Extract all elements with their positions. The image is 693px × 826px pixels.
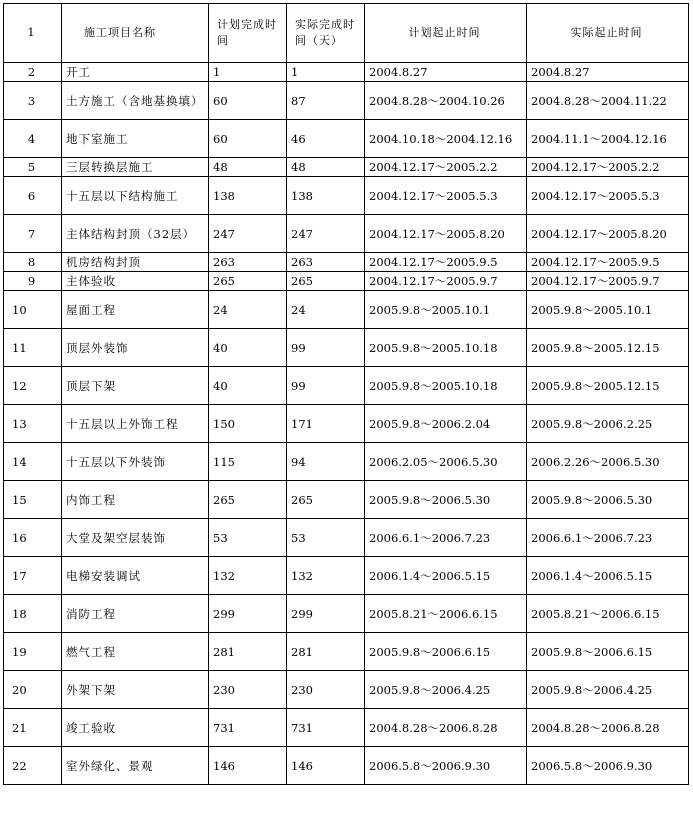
row-planned-days: 281 (209, 633, 287, 671)
table-row (4, 177, 689, 215)
row-item-name: 十五层以下外装饰 (62, 443, 209, 481)
row-actual-range: 2004.12.17～2005.8.20 (527, 215, 689, 253)
table-row (4, 443, 689, 481)
row-actual-days: 265 (287, 272, 365, 291)
row-planned-days: 265 (209, 481, 287, 519)
row-actual-days: 132 (287, 557, 365, 595)
row-item-name: 主体结构封顶（32层） (62, 215, 209, 253)
row-index: 10 (4, 291, 62, 329)
row-index: 17 (4, 557, 62, 595)
row-actual-range: 2004.8.28～2006.8.28 (527, 709, 689, 747)
table-row (4, 595, 689, 633)
row-planned-range: 2005.9.8～2006.6.15 (365, 633, 527, 671)
row-actual-days: 265 (287, 481, 365, 519)
row-actual-range: 2005.9.8～2006.5.30 (527, 481, 689, 519)
table-row (4, 215, 689, 253)
row-item-name: 机房结构封顶 (62, 253, 209, 272)
row-index: 15 (4, 481, 62, 519)
row-planned-range: 2004.12.17～2005.8.20 (365, 215, 527, 253)
row-actual-range: 2005.9.8～2005.10.1 (527, 291, 689, 329)
row-actual-range: 2004.12.17～2005.2.2 (527, 158, 689, 177)
table-row (4, 671, 689, 709)
row-planned-days: 48 (209, 158, 287, 177)
row-actual-days: 48 (287, 158, 365, 177)
row-index: 20 (4, 671, 62, 709)
row-actual-days: 24 (287, 291, 365, 329)
row-planned-range: 2006.6.1～2006.7.23 (365, 519, 527, 557)
row-item-name: 三层转换层施工 (62, 158, 209, 177)
row-actual-days: 171 (287, 405, 365, 443)
row-planned-range: 2004.8.28～2004.10.26 (365, 82, 527, 120)
header-actual-duration: 实际完成时间（天） (287, 4, 365, 63)
row-actual-days: 53 (287, 519, 365, 557)
row-actual-days: 99 (287, 367, 365, 405)
row-item-name: 燃气工程 (62, 633, 209, 671)
row-item-name: 外架下架 (62, 671, 209, 709)
table-body (4, 4, 689, 785)
table-row (4, 63, 689, 82)
row-index: 8 (4, 253, 62, 272)
row-item-name: 土方施工（含地基换填） (62, 82, 209, 120)
row-actual-days: 731 (287, 709, 365, 747)
row-planned-range: 2004.12.17～2005.9.5 (365, 253, 527, 272)
row-actual-range: 2006.5.8～2006.9.30 (527, 747, 689, 785)
row-index: 9 (4, 272, 62, 291)
row-planned-range: 2004.8.28～2006.8.28 (365, 709, 527, 747)
row-planned-range: 2005.9.8～2006.2.04 (365, 405, 527, 443)
row-actual-range: 2006.6.1～2006.7.23 (527, 519, 689, 557)
table-row (4, 272, 689, 291)
row-planned-days: 40 (209, 367, 287, 405)
row-item-name: 十五层以上外饰工程 (62, 405, 209, 443)
row-planned-days: 115 (209, 443, 287, 481)
row-planned-days: 40 (209, 329, 287, 367)
row-index: 6 (4, 177, 62, 215)
row-planned-range: 2005.9.8～2005.10.18 (365, 367, 527, 405)
row-item-name: 竣工验收 (62, 709, 209, 747)
row-planned-range: 2004.10.18～2004.12.16 (365, 120, 527, 158)
table-row (4, 120, 689, 158)
row-actual-range: 2005.9.8～2006.4.25 (527, 671, 689, 709)
row-index: 14 (4, 443, 62, 481)
header-item-name: 施工项目名称 (62, 4, 209, 63)
table-row (4, 329, 689, 367)
row-item-name: 大堂及架空层装饰 (62, 519, 209, 557)
construction-schedule-table (3, 3, 689, 785)
table-row (4, 519, 689, 557)
row-actual-days: 46 (287, 120, 365, 158)
table-row (4, 291, 689, 329)
row-planned-days: 1 (209, 63, 287, 82)
row-planned-range: 2005.9.8～2005.10.1 (365, 291, 527, 329)
row-planned-range: 2006.5.8～2006.9.30 (365, 747, 527, 785)
row-planned-range: 2004.12.17～2005.5.3 (365, 177, 527, 215)
row-actual-range: 2005.9.8～2006.6.15 (527, 633, 689, 671)
row-planned-days: 60 (209, 82, 287, 120)
header-planned-duration: 计划完成时间 (209, 4, 287, 63)
row-planned-days: 150 (209, 405, 287, 443)
row-index: 22 (4, 747, 62, 785)
table-row (4, 709, 689, 747)
row-index: 5 (4, 158, 62, 177)
row-actual-days: 1 (287, 63, 365, 82)
row-actual-range: 2005.9.8～2005.12.15 (527, 329, 689, 367)
row-actual-range: 2004.8.28～2004.11.22 (527, 82, 689, 120)
row-actual-range: 2006.2.26～2006.5.30 (527, 443, 689, 481)
row-item-name: 消防工程 (62, 595, 209, 633)
row-item-name: 十五层以下结构施工 (62, 177, 209, 215)
row-actual-range: 2005.9.8～2006.2.25 (527, 405, 689, 443)
row-actual-days: 299 (287, 595, 365, 633)
row-planned-days: 53 (209, 519, 287, 557)
row-planned-range: 2005.8.21～2006.6.15 (365, 595, 527, 633)
row-planned-days: 263 (209, 253, 287, 272)
row-actual-days: 281 (287, 633, 365, 671)
row-index: 19 (4, 633, 62, 671)
table-row (4, 557, 689, 595)
row-planned-days: 265 (209, 272, 287, 291)
table-row (4, 82, 689, 120)
row-planned-range: 2004.12.17～2005.2.2 (365, 158, 527, 177)
row-actual-range: 2004.12.17～2005.9.5 (527, 253, 689, 272)
row-planned-days: 60 (209, 120, 287, 158)
table-row (4, 633, 689, 671)
row-actual-days: 247 (287, 215, 365, 253)
table-row (4, 367, 689, 405)
row-actual-range: 2004.12.17～2005.5.3 (527, 177, 689, 215)
row-planned-days: 138 (209, 177, 287, 215)
row-planned-days: 24 (209, 291, 287, 329)
row-actual-days: 263 (287, 253, 365, 272)
row-planned-range: 2005.9.8～2006.5.30 (365, 481, 527, 519)
row-index: 7 (4, 215, 62, 253)
row-planned-days: 731 (209, 709, 287, 747)
row-actual-range: 2006.1.4～2006.5.15 (527, 557, 689, 595)
row-actual-days: 99 (287, 329, 365, 367)
row-planned-range: 2005.9.8～2005.10.18 (365, 329, 527, 367)
row-index: 12 (4, 367, 62, 405)
row-planned-days: 247 (209, 215, 287, 253)
row-index: 16 (4, 519, 62, 557)
row-index: 11 (4, 329, 62, 367)
row-actual-days: 146 (287, 747, 365, 785)
table-row (4, 405, 689, 443)
row-planned-days: 230 (209, 671, 287, 709)
table-row (4, 481, 689, 519)
row-planned-range: 2004.12.17～2005.9.7 (365, 272, 527, 291)
row-index: 21 (4, 709, 62, 747)
row-item-name: 顶层下架 (62, 367, 209, 405)
row-planned-range: 2006.1.4～2006.5.15 (365, 557, 527, 595)
row-item-name: 电梯安装调试 (62, 557, 209, 595)
header-row (4, 4, 689, 63)
row-actual-days: 138 (287, 177, 365, 215)
row-index: 2 (4, 63, 62, 82)
row-item-name: 屋面工程 (62, 291, 209, 329)
header-index: 1 (4, 4, 62, 63)
row-item-name: 室外绿化、景观 (62, 747, 209, 785)
row-item-name: 主体验收 (62, 272, 209, 291)
row-actual-range: 2005.8.21～2006.6.15 (527, 595, 689, 633)
row-actual-range: 2004.12.17～2005.9.7 (527, 272, 689, 291)
row-planned-range: 2006.2.05～2006.5.30 (365, 443, 527, 481)
row-actual-days: 87 (287, 82, 365, 120)
header-actual-range: 实际起止时间 (527, 4, 689, 63)
row-actual-range: 2005.9.8～2005.12.15 (527, 367, 689, 405)
row-actual-range: 2004.11.1～2004.12.16 (527, 120, 689, 158)
table-row (4, 253, 689, 272)
row-index: 3 (4, 82, 62, 120)
header-planned-range: 计划起止时间 (365, 4, 527, 63)
row-item-name: 开工 (62, 63, 209, 82)
row-planned-range: 2004.8.27 (365, 63, 527, 82)
row-actual-days: 94 (287, 443, 365, 481)
row-planned-days: 132 (209, 557, 287, 595)
row-index: 13 (4, 405, 62, 443)
row-index: 4 (4, 120, 62, 158)
row-item-name: 内饰工程 (62, 481, 209, 519)
table-row (4, 747, 689, 785)
row-item-name: 地下室施工 (62, 120, 209, 158)
table-row (4, 158, 689, 177)
row-index: 18 (4, 595, 62, 633)
row-actual-days: 230 (287, 671, 365, 709)
row-planned-days: 146 (209, 747, 287, 785)
row-item-name: 顶层外装饰 (62, 329, 209, 367)
row-planned-range: 2005.9.8～2006.4.25 (365, 671, 527, 709)
row-actual-range: 2004.8.27 (527, 63, 689, 82)
row-planned-days: 299 (209, 595, 287, 633)
